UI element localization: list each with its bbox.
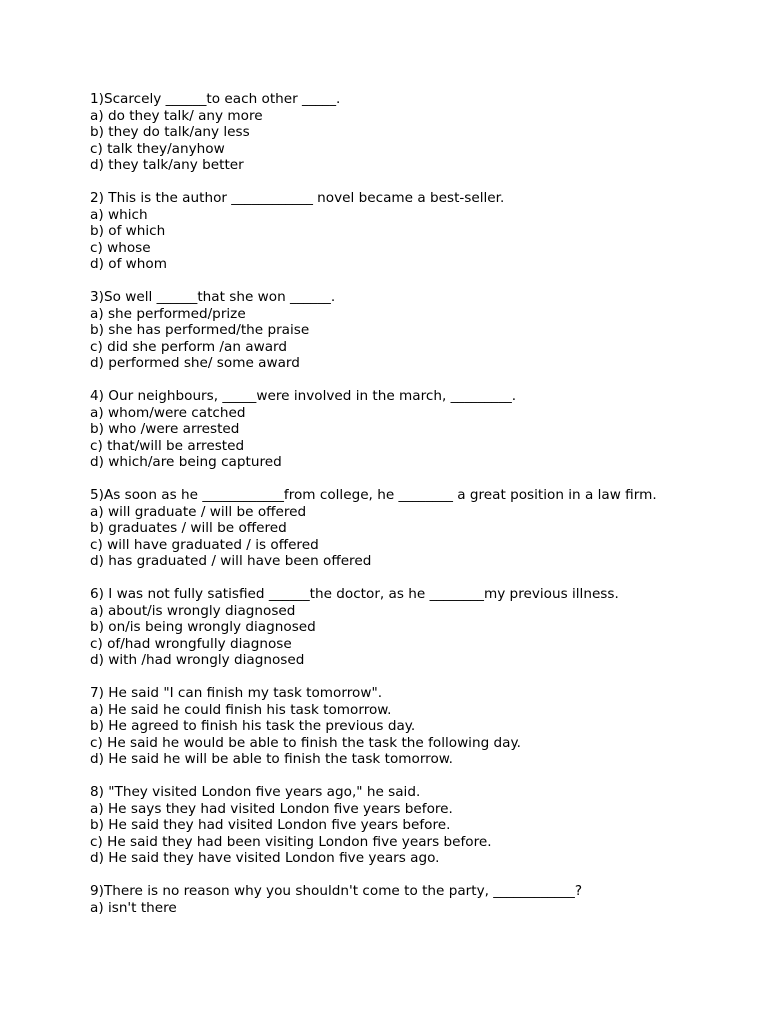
answer-option: a) He says they had visited London five years before. — [90, 800, 453, 817]
question-2 — [90, 190, 750, 273]
answer-option: d) of whom — [90, 256, 167, 272]
question-stem: 2) This is the author ____________ novel became a best-seller. — [90, 190, 505, 206]
answer-option: c) He said he would be able to finish the task the following day. — [90, 734, 521, 751]
answer-option: b) He agreed to finish his task the previous day. — [90, 718, 416, 734]
question-4 — [90, 388, 750, 471]
answer-option: d) He said they have visited London five years ago. — [90, 850, 440, 866]
answer-option: b) she has performed/the praise — [90, 322, 310, 338]
answer-option: a) whom/were catched — [90, 404, 246, 421]
question-5 — [90, 487, 750, 570]
question-stem: 1)Scarcely ______to each other _____. — [90, 91, 341, 107]
answer-option: d) with /had wrongly diagnosed — [90, 652, 305, 668]
answer-option: b) who /were arrested — [90, 421, 240, 437]
answer-option: d) performed she/ some award — [90, 355, 300, 371]
answer-option: c) talk they/anyhow — [90, 140, 225, 157]
answer-option: a) will graduate / will be offered — [90, 503, 307, 520]
answer-option: b) graduates / will be offered — [90, 520, 287, 536]
answer-option: a) which — [90, 206, 148, 223]
question-9 — [90, 883, 750, 916]
question-7 — [90, 685, 750, 768]
answer-option: d) they talk/any better — [90, 157, 244, 173]
question-stem: 8) "They visited London five years ago," he said. — [90, 784, 421, 800]
answer-option: a) about/is wrongly diagnosed — [90, 602, 296, 619]
answer-option: d) which/are being captured — [90, 454, 282, 470]
answer-option: c) will have graduated / is offered — [90, 536, 319, 553]
answer-option: a) she performed/prize — [90, 305, 246, 322]
answer-option: a) isn't there — [90, 899, 177, 916]
question-stem: 6) I was not fully satisfied ______the doctor, as he ________my previous illness. — [90, 586, 619, 602]
question-stem: 7) He said "I can finish my task tomorrow". — [90, 685, 383, 701]
answer-option: d) has graduated / will have been offered — [90, 553, 372, 569]
question-1 — [90, 91, 750, 174]
question-stem: 5)As soon as he ____________from college, he ________ a great position in a law firm. — [90, 487, 657, 503]
question-3 — [90, 289, 750, 372]
question-6 — [90, 586, 750, 669]
question-8 — [90, 784, 750, 867]
answer-option: a) do they talk/ any more — [90, 107, 263, 124]
answer-option: b) they do talk/any less — [90, 124, 250, 140]
question-stem: 4) Our neighbours, _____were involved in the march, _________. — [90, 388, 517, 404]
answer-option: c) that/will be arrested — [90, 437, 245, 454]
answer-option: c) He said they had been visiting London five years before. — [90, 833, 492, 850]
answer-option: a) He said he could finish his task tomorrow. — [90, 701, 392, 718]
question-list — [90, 91, 750, 933]
question-stem: 9)There is no reason why you shouldn't come to the party, ____________? — [90, 883, 583, 899]
answer-option: c) did she perform /an award — [90, 338, 288, 355]
answer-option: b) He said they had visited London five years before. — [90, 817, 451, 833]
answer-option: c) whose — [90, 239, 151, 256]
answer-option: b) of which — [90, 223, 166, 239]
question-stem: 3)So well ______that she won ______. — [90, 289, 336, 305]
answer-option: c) of/had wrongfully diagnose — [90, 635, 292, 652]
answer-option: d) He said he will be able to finish the task tomorrow. — [90, 751, 453, 767]
answer-option: b) on/is being wrongly diagnosed — [90, 619, 316, 635]
